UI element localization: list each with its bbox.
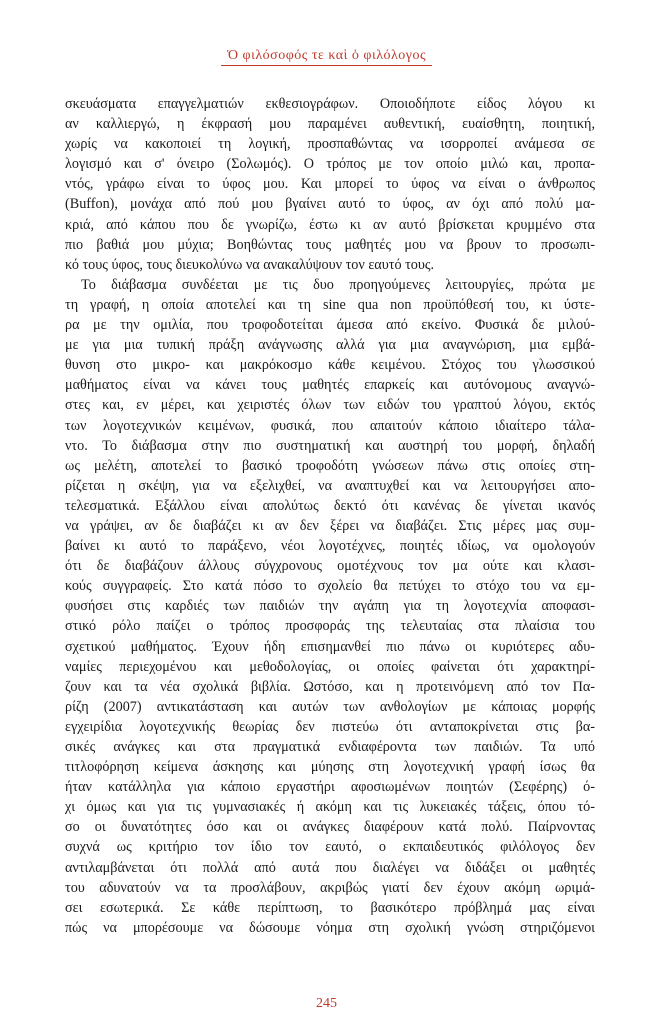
text-line: σει εσωτερικά. Σε κάθε περίπτωση, το βασικότερο πρόβλημά μας είναι	[65, 899, 595, 916]
text-line: πώς να μπορέσουμε να δώσουμε νόημα στη σχολική γνώση στηριζόμενοι	[65, 919, 595, 936]
text-line: ήταν κατάλληλα για κάποιο εργαστήρι αφοσιωμένων ποιητών (Σεφέρης) ό-	[65, 779, 595, 796]
text-line: σικές ανάγκες και στα πραγματικά ενδιαφέροντα των παιδιών. Τα υπό	[65, 739, 595, 755]
text-line: ως μελέτη, αποτελεί το βασικό τροφοδότη γνώσεων πάνω στις οποίες στη-	[65, 457, 595, 474]
running-head-text: Ὁ φιλόσοφός τε καὶ ὁ φιλόλογος	[221, 48, 432, 66]
text-line: των λογοτεχνικών κειμένων, φυσικά, που απαιτούν κάποιο ιδιαίτερο τάλα-	[65, 417, 595, 434]
body-text	[65, 94, 595, 938]
paragraph	[65, 275, 595, 938]
text-line: συχνά ως κριτήριο τον ίδιο τον εαυτό, ο εκπαιδευτικός φιλόλογος δεν	[65, 839, 595, 856]
text-line: κριά, από κάπου που δε γνωρίζω, έστω κι αν αυτό βρίσκεται κρυμμένο στα	[65, 216, 595, 233]
text-line: με για μια τυπική πράξη ανάγνωσης αλλά για μια αναγνώριση, μια εμβά-	[65, 337, 595, 354]
text-line: ζουν και τα νέα σχολικά βιβλία. Ωστόσο, και η προτεινόμενη από τον Πα-	[65, 678, 595, 695]
text-line: θυνση στο μικρο- και μακρόκοσμο κάθε κειμένου. Στόχος του γλωσσικού	[65, 357, 595, 374]
text-line: πιο βαθιά μου μύχια; Βοηθώντας τους μαθητές μου να βρουν το προσωπι-	[65, 236, 595, 253]
text-line: να γράψει, αν δε διαβάζει κι αν δεν ξέρει να διαβάζει. Στις μέρες μας συμ-	[65, 517, 595, 534]
text-line: ότι δε διαβάζουν άλλους σύγχρονους ομοτέχνους τον μα ούτε και κλασι-	[65, 558, 595, 575]
text-line: τιτλοφόρηση κείμενα άσκησης και μύησης στη λογοτεχνική γραφή ίσως θα	[65, 759, 595, 776]
text-line: ρίζη (2007) αντικατάσταση και αυτών των ανθολογίων με κάποιας μορφής	[65, 698, 595, 715]
text-line: βαίνει κι αυτό το παράξενο, νέοι λογοτέχνες, ποιητές ιδίως, να ομολογούν	[65, 538, 595, 555]
text-line: κούς συγγραφείς. Στο κατά πόσο το σχολείο θα πετύχει το στόχο του να εμ-	[65, 578, 595, 595]
text-line: του αδυνατούν να τα προσλάβουν, ακριβώς γιατί δεν έχουν ακόμη ωριμά-	[65, 879, 595, 896]
text-line: ρα με την ομιλία, που τροφοδοτείται άμεσα από εκείνο. Φυσικά δε μιλού-	[65, 317, 595, 334]
text-line: ντο. Το διάβασμα στην πιο συστηματική και αυστηρή του μορφή, δηλαδή	[65, 437, 595, 454]
running-head	[0, 48, 653, 66]
text-line: στικό ρόλο παίζει ο τρόπος προσφοράς της τελευταίας στα πλαίσια του	[65, 618, 595, 635]
text-line: σο οι δυνατότητες όσο και οι ανάγκες διαφέρουν κατά πολύ. Παίρνοντας	[65, 819, 595, 836]
text-line: ναμίες περιεχομένου και μεθοδολογίας, οι οποίες φαίνεται ότι χαρακτηρί-	[65, 658, 595, 675]
page-number: 245	[316, 996, 337, 1011]
text-line: σκευάσματα επαγγελματιών εκθεσιογράφων. Οποιοδήποτε είδος λόγου κι	[65, 96, 595, 112]
text-line: εγχειρίδια λογοτεχνικής θεωρίας δεν πιστεύω ότι ανταποκρίνεται στις βα-	[65, 718, 595, 735]
text-line: αντιλαμβάνεται ότι πολλά από αυτά που διαλέγει να διδάξει οι μαθητές	[65, 859, 595, 876]
paragraph	[65, 94, 595, 275]
text-line: χωρίς να κακοποιεί τη λογική, προσπαθώντας να ισορροπεί ανάμεσα σε	[65, 136, 595, 153]
text-line: στες και, εν μέρει, και χειριστές όλων των ειδών του γραπτού λόγου, εκτός	[65, 397, 595, 414]
text-line: ντός, γράφω είναι το ύφος μου. Και μπορεί το ύφος να είναι ο άνθρωπος	[65, 176, 595, 193]
text-line: φυσήσει στις καρδιές των παιδιών την αγάπη για τη λογοτεχνία αποφασι-	[65, 598, 595, 615]
text-line: κό τους ύφος, τους διευκολύνω να ανακαλύψουν τον εαυτό τους.	[65, 256, 435, 273]
text-line: αν καλλιεργώ, η έκφρασή μου παραμένει αυθεντική, ευαίσθητη, ποιητική,	[65, 116, 595, 133]
text-line: τη γραφή, η οποία αποτελεί και τη sine qua non προϋπόθεσή του, κι ύστε-	[65, 296, 595, 313]
text-line: τελεσματικά. Εξάλλου είναι απολύτως δεκτό ότι κανένας δε γίνεται ικανός	[65, 497, 595, 514]
text-line: λογισμό και σ' όνειρο (Σολωμός). Ο τρόπος με τον οποίο μιλώ και, προπα-	[65, 156, 595, 173]
text-line: σχετικού μαθήματος. Έχουν ήδη επισημανθεί πιο πάνω οι κυριότερες αδυ-	[65, 638, 595, 655]
text-line: Το διάβασμα συνδέεται με τις δυο προηγούμενες λειτουργίες, πρώτα με	[81, 276, 595, 293]
text-line: (Buffon), μονάχα από πού μου βγαίνει αυτό το ύφος, αν όχι από πολύ μα-	[65, 196, 595, 213]
text-line: μαθήματος είναι να κάνει τους μαθητές επαρκείς και αυτόνομους αναγνώ-	[65, 377, 595, 394]
text-line: ρίζεται η σκέψη, για να εξελιχθεί, να αναπτυχθεί και να λειτουργήσει απο-	[65, 477, 595, 494]
text-line: χι όμως και για τις γυμνασιακές ή ακόμη και τις λυκειακές τάξεις, όπου τό-	[65, 799, 595, 816]
